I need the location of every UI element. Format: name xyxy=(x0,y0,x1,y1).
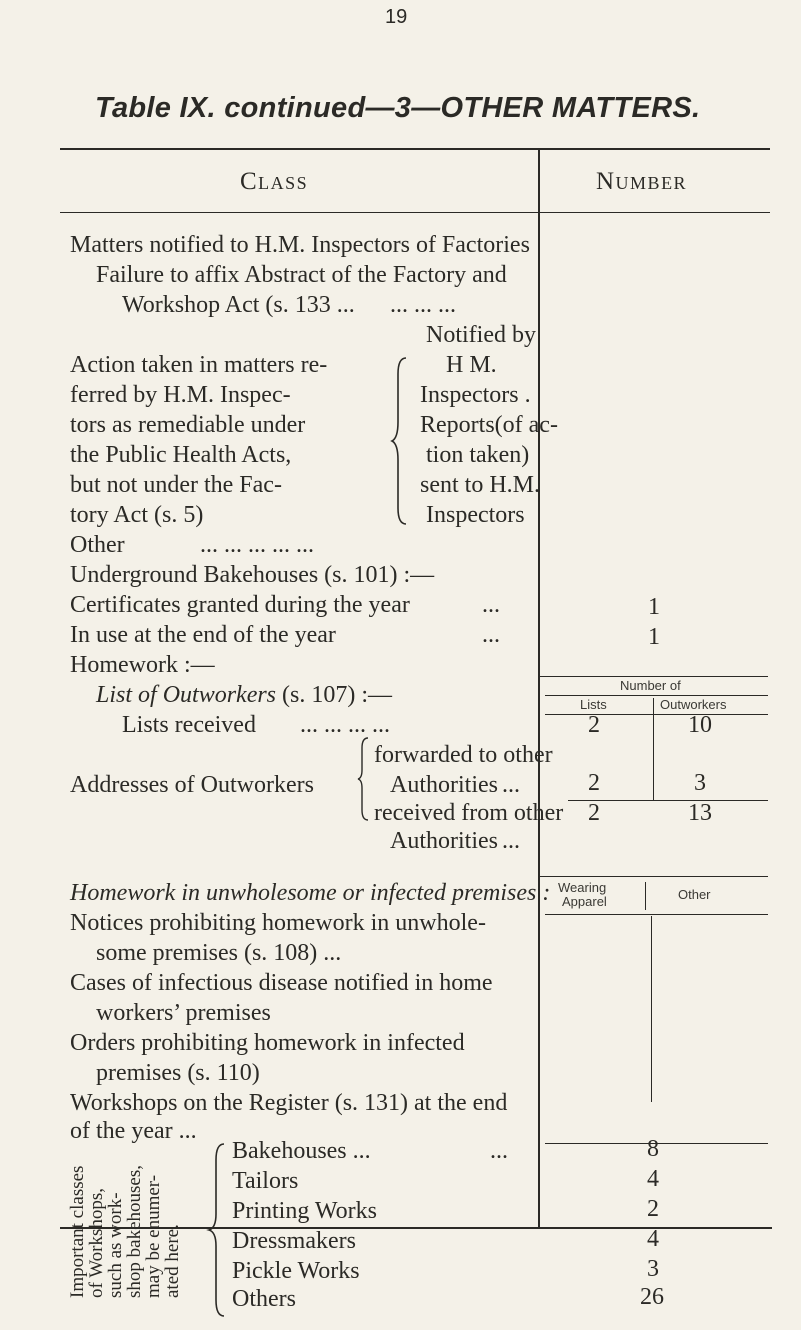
important-classes-side-text: shop bakehouses, xyxy=(124,1165,145,1298)
sub-header-lists: Lists xyxy=(580,697,607,712)
action-taken-line: Action taken in matters re- xyxy=(70,352,328,378)
bakehouses-heading: Underground Bakehouses (s. 101) :— xyxy=(70,562,435,588)
forwarded-line: Authorities xyxy=(390,772,498,798)
important-classes-brace-icon xyxy=(206,1142,228,1318)
other-label: Other xyxy=(70,532,125,558)
sub-table-divider xyxy=(653,698,654,800)
workshop-class-value: 3 xyxy=(647,1256,659,1282)
workshop-class-value: 4 xyxy=(647,1226,659,1252)
certificates-label: Certificates granted during the year xyxy=(70,592,410,618)
addresses-brace-icon xyxy=(356,736,370,822)
certificates-value: 1 xyxy=(648,594,660,620)
notified-by-line: Inspectors xyxy=(426,502,525,528)
unwholesome-line: workers’ premises xyxy=(96,1000,271,1026)
wearing-header-divider xyxy=(645,882,646,910)
notified-line-2: Failure to affix Abstract of the Factory and xyxy=(96,262,507,288)
in-use-label: In use at the end of the year xyxy=(70,622,336,648)
number-of-label: Number of xyxy=(620,678,681,693)
action-taken-line: the Public Health Acts, xyxy=(70,442,292,468)
unwholesome-line: some premises (s. 108) ... xyxy=(96,940,342,966)
number-of-top-rule xyxy=(540,676,768,677)
lists-value: 2 xyxy=(588,800,600,826)
important-classes-side-text: ated here. xyxy=(162,1224,183,1298)
action-taken-line: ferred by H.M. Inspec- xyxy=(70,382,291,408)
forwarded-dots: ... xyxy=(502,772,520,798)
number-column-header: Number xyxy=(596,168,688,195)
page-number: 19 xyxy=(385,6,408,28)
sub-header-rule xyxy=(545,714,768,715)
action-brace-icon xyxy=(390,356,412,526)
notified-by-line: sent to H.M. xyxy=(420,472,540,498)
homework-heading: Homework :— xyxy=(70,652,215,678)
outworkers-list-heading xyxy=(96,682,392,708)
column-divider xyxy=(538,148,540,1228)
outworkers-list-title: List of Outworkers xyxy=(96,682,277,708)
received-line: received from other xyxy=(374,800,564,826)
important-classes-side-text: such as work- xyxy=(105,1192,126,1298)
lists-received-dots: ... ... ... ... xyxy=(300,712,390,738)
workshop-class-label: Others xyxy=(232,1286,296,1312)
notified-by-line: Notified by xyxy=(426,322,536,348)
lists-value: 2 xyxy=(588,770,600,796)
workshop-class-label: Dressmakers xyxy=(232,1228,356,1254)
top-rule xyxy=(60,148,770,150)
notified-by-line: tion taken) xyxy=(426,442,530,468)
certificates-dots: ... xyxy=(482,592,500,618)
wearing-apparel-header: Apparel xyxy=(562,894,607,909)
notified-by-line: Reports(of ac- xyxy=(420,412,558,438)
unwholesome-line: Notices prohibiting homework in unwhole- xyxy=(70,910,486,936)
table-title: Table IX. continued—3—OTHER MATTERS. xyxy=(95,92,701,124)
header-rule xyxy=(60,212,770,213)
workshop-class-label: Tailors xyxy=(232,1168,299,1194)
wearing-header-rule xyxy=(545,914,768,915)
action-taken-line: but not under the Fac- xyxy=(70,472,282,498)
sub-header-outworkers: Outworkers xyxy=(660,697,727,712)
workshop-class-label: Pickle Works xyxy=(232,1258,360,1284)
received-dots: ... xyxy=(502,828,520,854)
addresses-label: Addresses of Outworkers xyxy=(70,772,314,798)
workshop-class-value: 26 xyxy=(640,1284,664,1310)
wearing-column-divider xyxy=(651,916,652,1102)
action-taken-line: tory Act (s. 5) xyxy=(70,502,204,528)
outworkers-list-section: (s. 107) :— xyxy=(282,682,393,708)
important-classes-side-text: of Workshops, xyxy=(86,1187,107,1298)
action-taken-line: tors as remediable under xyxy=(70,412,306,438)
unwholesome-line: of the year ... xyxy=(70,1118,197,1144)
other-header: Other xyxy=(678,887,711,902)
outworkers-value: 10 xyxy=(688,712,712,738)
important-classes-side-text: Important classes xyxy=(67,1165,88,1298)
important-classes-side-text: may be enumer- xyxy=(143,1174,164,1298)
unwholesome-line: Orders prohibiting homework in infected xyxy=(70,1030,465,1056)
unwholesome-line: premises (s. 110) xyxy=(96,1060,260,1086)
notified-line-3-dots: ... ... ... xyxy=(390,292,456,318)
unwholesome-heading: Homework in unwholesome or infected premises : xyxy=(70,880,551,906)
class-column-header: Class xyxy=(240,168,309,195)
unwholesome-line: Cases of infectious disease notified in home xyxy=(70,970,493,996)
number-of-rule xyxy=(545,695,768,696)
notified-by-line: Inspectors . xyxy=(420,382,531,408)
lists-received-label: Lists received xyxy=(122,712,256,738)
forwarded-line: forwarded to other xyxy=(374,742,553,768)
notified-by-line: H M. xyxy=(446,352,497,378)
wearing-apparel-header: Wearing xyxy=(558,880,607,895)
workshop-class-label: Bakehouses ... xyxy=(232,1138,371,1164)
notified-line-3: Workshop Act (s. 133 ... xyxy=(122,292,355,318)
in-use-dots: ... xyxy=(482,622,500,648)
unwholesome-line: Workshops on the Register (s. 131) at the end xyxy=(70,1090,508,1116)
workshop-class-dots: ... xyxy=(490,1138,508,1164)
wearing-top-rule xyxy=(540,876,768,877)
lists-value: 2 xyxy=(588,712,600,738)
other-dots: ... ... ... ... ... xyxy=(200,532,314,558)
notified-line-1: Matters notified to H.M. Inspectors of Factories xyxy=(70,232,530,258)
workshop-class-label: Printing Works xyxy=(232,1198,377,1224)
received-line: Authorities xyxy=(390,828,498,854)
workshop-class-value: 4 xyxy=(647,1166,659,1192)
workshop-class-value: 2 xyxy=(647,1196,659,1222)
outworkers-value: 3 xyxy=(694,770,706,796)
in-use-value: 1 xyxy=(648,624,660,650)
outworkers-value: 13 xyxy=(688,800,712,826)
workshop-class-value: 8 xyxy=(647,1136,659,1162)
